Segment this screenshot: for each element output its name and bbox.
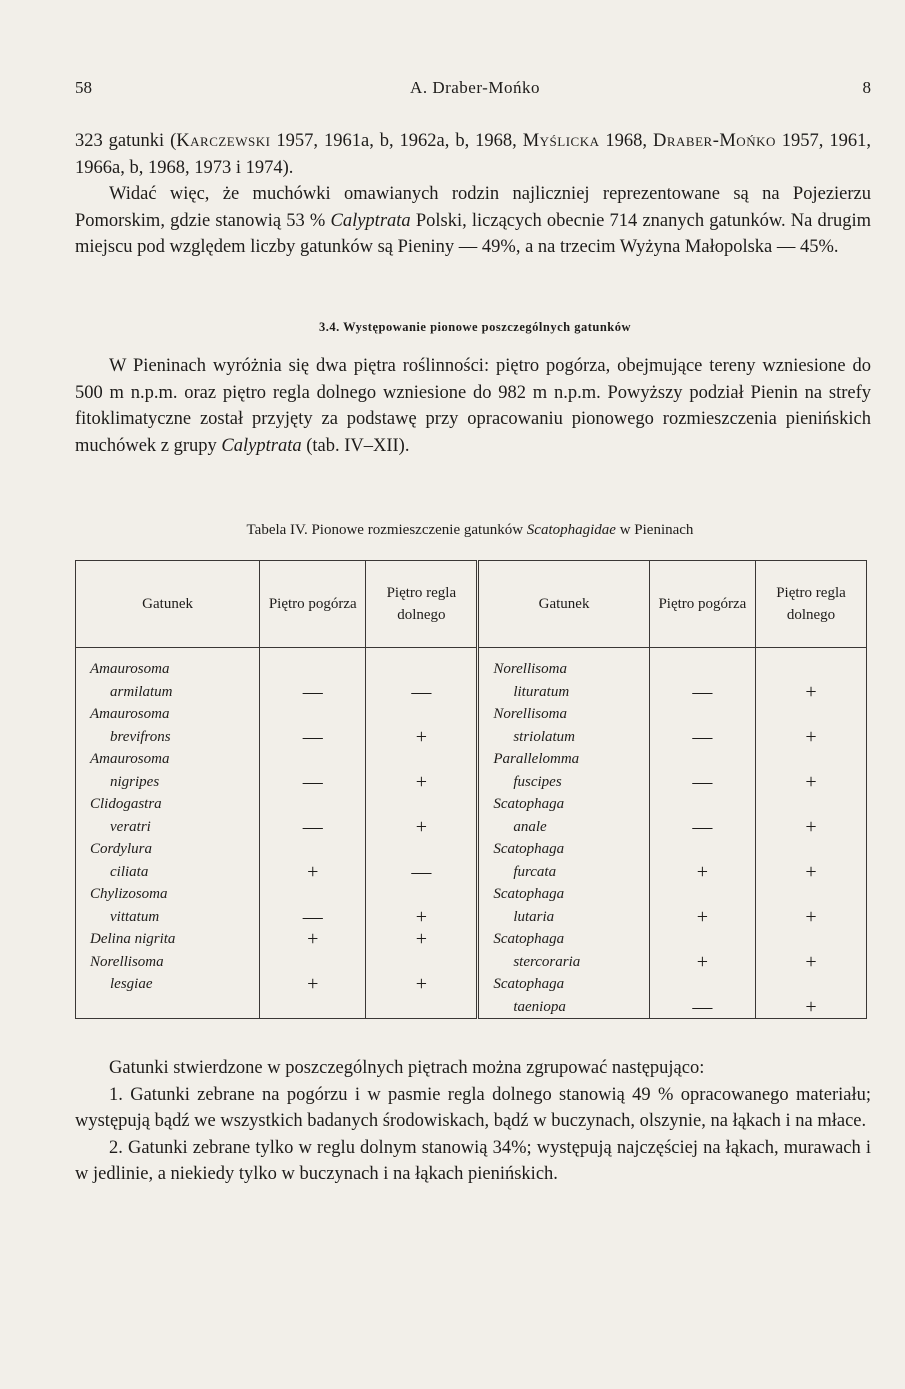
- presence-mark: [649, 973, 755, 996]
- presence-mark: +: [366, 928, 478, 951]
- table-row: [76, 883, 867, 906]
- presence-mark: +: [366, 726, 478, 749]
- presence-mark: +: [756, 996, 867, 1019]
- presence-mark: +: [649, 861, 755, 884]
- species-name-left: Norellisoma: [76, 951, 260, 974]
- presence-mark: [756, 703, 867, 726]
- table-header-row: [76, 561, 867, 648]
- presence-mark: —: [260, 726, 366, 749]
- closing-paragraph-2: 1. Gatunki zebrane na pogórzu i w pasmie regla dolnego stanowią 49 % opracowanego materiału; występują bądź we wszystkich badanych środowiskach, bądź w buczynach, olszynie, na łąkach i na młace.: [75, 1084, 871, 1131]
- species-name-left: Amaurosoma: [76, 658, 260, 681]
- presence-mark: [649, 703, 755, 726]
- presence-mark: +: [649, 906, 755, 929]
- species-name-left: veratri: [76, 816, 260, 839]
- presence-mark: +: [649, 951, 755, 974]
- table-row: [76, 838, 867, 861]
- presence-mark: [649, 793, 755, 816]
- presence-mark: —: [649, 726, 755, 749]
- presence-mark: —: [260, 816, 366, 839]
- species-name-right: taeniopa: [478, 996, 649, 1019]
- closing-paragraph-3: 2. Gatunki zebrane tylko w reglu dolnym stanowią 34%; występują najczęściej na łąkach, murawach i w jedlinie, a niekiedy tylko w buczynach i na łąkach pienińskich.: [75, 1137, 871, 1184]
- column-header: Piętro regla dolnego: [366, 561, 478, 648]
- presence-mark: [756, 658, 867, 681]
- species-name-left: ciliata: [76, 861, 260, 884]
- species-name-right: Scatophaga: [478, 973, 649, 996]
- presence-mark: [366, 996, 478, 1019]
- species-name-left: Chylizosoma: [76, 883, 260, 906]
- closing-text: [75, 1055, 871, 1188]
- running-title: A. Draber-Mońko: [410, 78, 540, 97]
- page-number-left: 58: [75, 78, 92, 97]
- citation-author: Karczewski: [176, 131, 271, 151]
- table-row: [76, 996, 867, 1019]
- species-name-left: Delina nigrita: [76, 928, 260, 951]
- page-number-right: 8: [862, 78, 871, 97]
- table-body: [76, 648, 867, 1019]
- section-heading: 3.4. Występowanie pionowe poszczególnych gatunków: [318, 320, 632, 334]
- presence-mark: +: [366, 906, 478, 929]
- presence-mark: [366, 883, 478, 906]
- table-row: [76, 726, 867, 749]
- table-row: [76, 816, 867, 839]
- presence-mark: [756, 928, 867, 951]
- presence-mark: [260, 883, 366, 906]
- species-name-right: Parallelomma: [478, 748, 649, 771]
- presence-mark: [649, 928, 755, 951]
- species-name-right: anale: [478, 816, 649, 839]
- species-name-right: furcata: [478, 861, 649, 884]
- table-row: [76, 793, 867, 816]
- table-row: [76, 771, 867, 794]
- presence-mark: [366, 748, 478, 771]
- presence-mark: [260, 793, 366, 816]
- presence-mark: [260, 838, 366, 861]
- species-name-left: armilatum: [76, 681, 260, 704]
- species-name-right: Norellisoma: [478, 703, 649, 726]
- column-header: Piętro pogórza: [649, 561, 755, 648]
- presence-mark: [366, 703, 478, 726]
- presence-mark: [756, 748, 867, 771]
- presence-mark: [649, 748, 755, 771]
- species-name-left: Amaurosoma: [76, 703, 260, 726]
- presence-mark: [366, 951, 478, 974]
- species-name-left: Cordylura: [76, 838, 260, 861]
- species-name-right: Scatophaga: [478, 793, 649, 816]
- presence-mark: [366, 658, 478, 681]
- table-spacer-row: [76, 648, 867, 659]
- species-name-left: [76, 996, 260, 1019]
- presence-mark: [260, 703, 366, 726]
- citation-author: Myślicka: [522, 131, 600, 151]
- table-row: [76, 658, 867, 681]
- presence-mark: [260, 996, 366, 1019]
- presence-mark: +: [756, 951, 867, 974]
- column-header: Piętro regla dolnego: [756, 561, 867, 648]
- species-name-right: stercoraria: [478, 951, 649, 974]
- presence-mark: —: [649, 681, 755, 704]
- presence-mark: +: [366, 771, 478, 794]
- presence-mark: [649, 658, 755, 681]
- presence-mark: —: [366, 861, 478, 884]
- table-row: [76, 906, 867, 929]
- presence-mark: —: [366, 681, 478, 704]
- species-name-left: Clidogastra: [76, 793, 260, 816]
- presence-mark: +: [756, 906, 867, 929]
- presence-mark: —: [260, 681, 366, 704]
- presence-mark: [756, 883, 867, 906]
- presence-mark: +: [260, 928, 366, 951]
- presence-mark: +: [366, 973, 478, 996]
- species-table: [75, 560, 867, 1019]
- presence-mark: [260, 658, 366, 681]
- species-name-left: nigripes: [76, 771, 260, 794]
- presence-mark: +: [756, 681, 867, 704]
- presence-mark: —: [649, 816, 755, 839]
- intro-paragraph-1: 323 gatunki (Karczewski 1957, 1961a, b, 1962a, b, 1968, Myślicka 1968, Draber-Mońko 1957, 1961, 1966a, b, 1968, 1973 i 1974).: [75, 131, 871, 178]
- species-name-right: lituratum: [478, 681, 649, 704]
- column-header: Gatunek: [478, 561, 649, 648]
- species-name-right: fuscipes: [478, 771, 649, 794]
- presence-mark: [366, 793, 478, 816]
- species-name-right: Scatophaga: [478, 883, 649, 906]
- species-name-left: lesgiae: [76, 973, 260, 996]
- presence-mark: +: [260, 861, 366, 884]
- table-row: [76, 748, 867, 771]
- presence-mark: +: [260, 973, 366, 996]
- species-name-right: striolatum: [478, 726, 649, 749]
- species-name-right: lutaria: [478, 906, 649, 929]
- presence-mark: +: [756, 861, 867, 884]
- presence-mark: +: [756, 726, 867, 749]
- column-header: Gatunek: [76, 561, 260, 648]
- section-paragraph: W Pieninach wyróżnia się dwa piętra roślinności: piętro pogórza, obejmujące tereny wzniesione do 500 m n.p.m. oraz piętro regla dolnego wzniesione do 982 m n.p.m. Powyższy podział Pienin na strefy fitoklimatyczne został przyjęty za podstawę przy opracowaniu pionowego rozmieszczenia pienińskich muchówek z grupy Calyptrata (tab. IV–XII).: [75, 356, 871, 456]
- presence-mark: [260, 951, 366, 974]
- presence-mark: [649, 883, 755, 906]
- presence-mark: [756, 973, 867, 996]
- citation-author: Draber-Mońko: [653, 131, 776, 151]
- column-header: Piętro pogórza: [260, 561, 366, 648]
- table-row: [76, 681, 867, 704]
- species-name-right: Scatophaga: [478, 928, 649, 951]
- presence-mark: [260, 748, 366, 771]
- presence-mark: +: [756, 816, 867, 839]
- presence-mark: +: [756, 771, 867, 794]
- closing-paragraph-1: Gatunki stwierdzone w poszczególnych piętrach można zgrupować następująco:: [109, 1058, 705, 1078]
- presence-mark: —: [260, 771, 366, 794]
- presence-mark: —: [649, 996, 755, 1019]
- table-row: [76, 951, 867, 974]
- table-row: [76, 928, 867, 951]
- species-name-left: brevifrons: [76, 726, 260, 749]
- presence-mark: [366, 838, 478, 861]
- table-row: [76, 703, 867, 726]
- species-name-right: Scatophaga: [478, 838, 649, 861]
- species-name-left: vittatum: [76, 906, 260, 929]
- species-name-right: Norellisoma: [478, 658, 649, 681]
- intro-text: [75, 128, 871, 261]
- presence-mark: [649, 838, 755, 861]
- intro-paragraph-2: Widać więc, że muchówki omawianych rodzin najliczniej reprezentowane są na Pojezierzu Pomorskim, gdzie stanowią 53 % Calyptrata Polski, liczących obecnie 714 znanych gatunków. Na drugim miejscu pod względem liczby gatunków są Pieniny — 49%, a na trzecim Wyżyna Małopolska — 45%.: [75, 184, 871, 257]
- presence-mark: —: [260, 906, 366, 929]
- presence-mark: [756, 793, 867, 816]
- table-row: [76, 973, 867, 996]
- running-header: [75, 78, 875, 102]
- species-name-left: Amaurosoma: [76, 748, 260, 771]
- presence-mark: [756, 838, 867, 861]
- presence-mark: —: [649, 771, 755, 794]
- table-row: [76, 861, 867, 884]
- table-caption: Tabela IV. Pionowe rozmieszczenie gatunków Scatophagidae w Pieninach: [246, 522, 694, 538]
- presence-mark: +: [366, 816, 478, 839]
